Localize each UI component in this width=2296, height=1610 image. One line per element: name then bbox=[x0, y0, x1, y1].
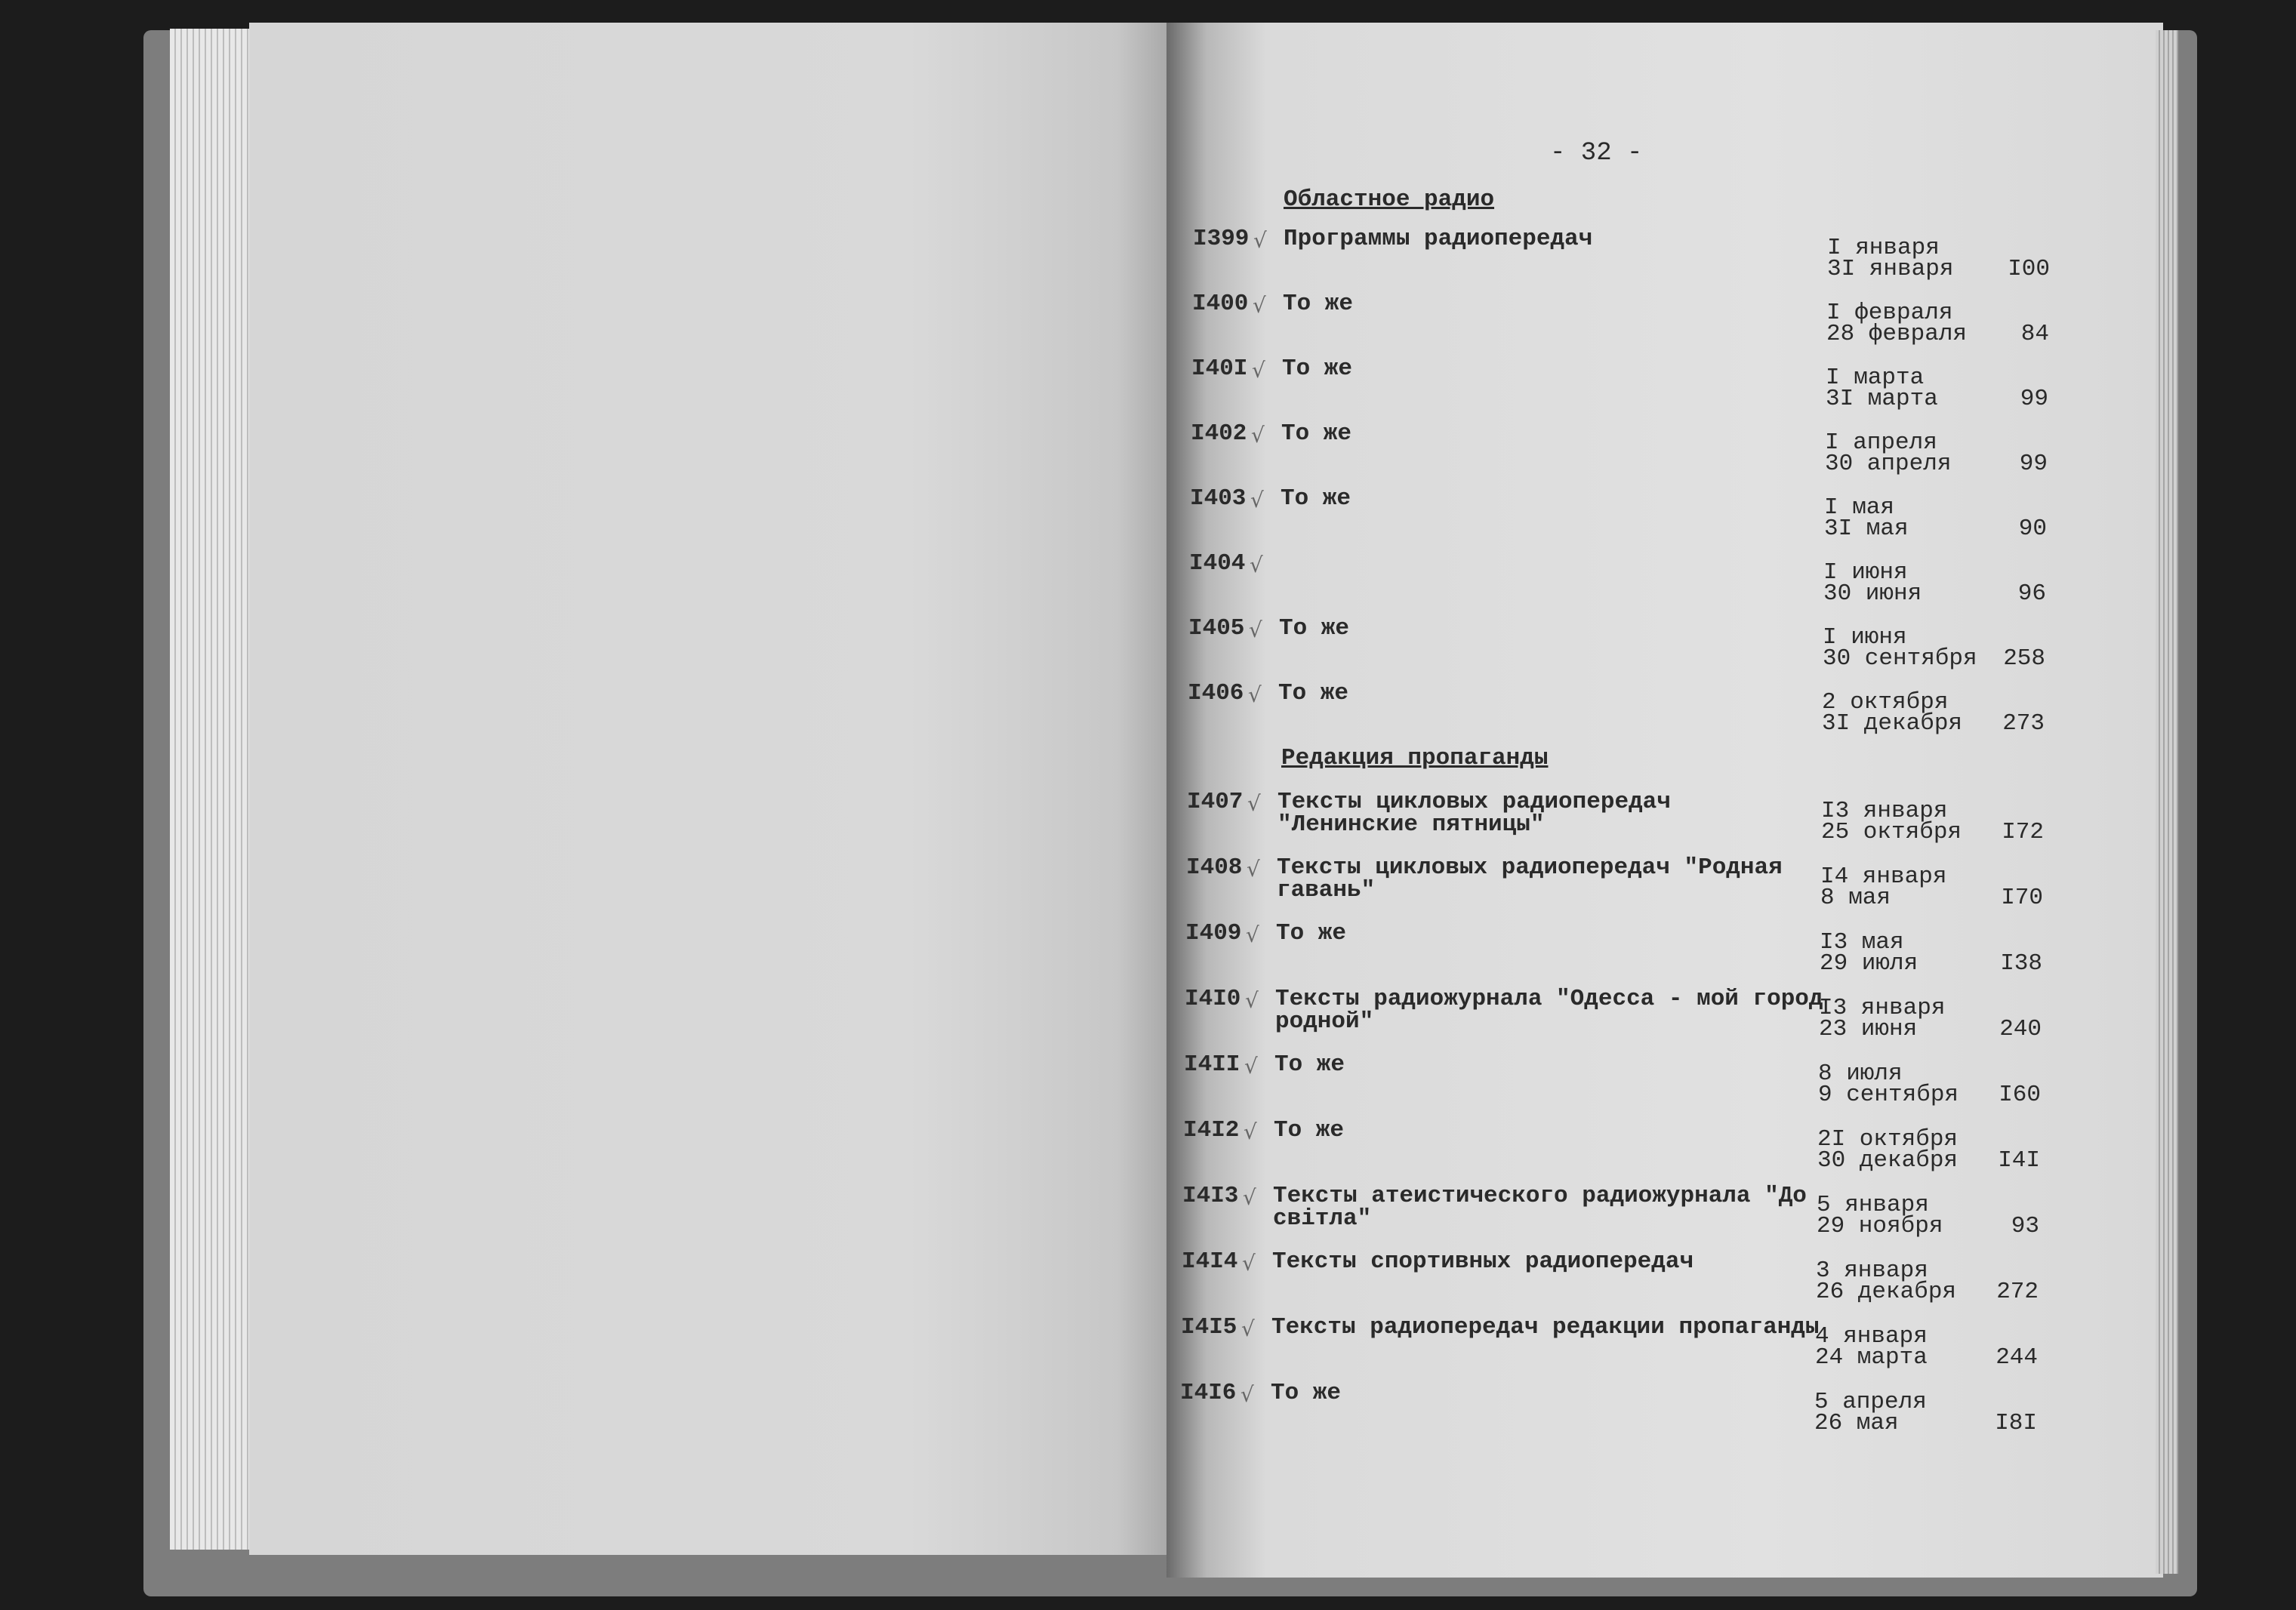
item-number: I408 bbox=[1186, 854, 1243, 881]
date-start: I мая bbox=[1824, 494, 1895, 521]
item-title: То же bbox=[1282, 356, 1353, 382]
date-start: I июня bbox=[1823, 624, 1907, 651]
page-count: 96 bbox=[2017, 580, 2046, 607]
item-title: То же bbox=[1278, 680, 1349, 706]
item-number: I4I2 bbox=[1183, 1117, 1240, 1144]
date-start: 4 января bbox=[1815, 1323, 1928, 1350]
item-number: I400 bbox=[1192, 291, 1249, 317]
date-start: I февраля bbox=[1826, 300, 1953, 326]
date-end: 25 октября bbox=[1821, 819, 1962, 845]
item-number: I405 bbox=[1188, 615, 1245, 642]
page-count: I60 bbox=[1999, 1082, 2041, 1108]
check-mark: √ bbox=[1241, 1316, 1255, 1341]
page-count: 258 bbox=[2003, 645, 2045, 672]
check-mark: √ bbox=[1252, 358, 1265, 383]
check-mark: √ bbox=[1247, 857, 1260, 882]
check-mark: √ bbox=[1244, 1119, 1257, 1144]
item-title: Тексты цикловых радиопередач "Ленинские пятницы" bbox=[1277, 789, 1671, 838]
item-number: I4I0 bbox=[1185, 986, 1241, 1012]
check-mark: √ bbox=[1247, 791, 1261, 816]
item-number: I4II bbox=[1184, 1051, 1240, 1078]
item-title: То же bbox=[1281, 485, 1351, 512]
item-number: I407 bbox=[1187, 789, 1244, 815]
page-count: 244 bbox=[1996, 1344, 2038, 1371]
item-title: Тексты спортивных радиопередач bbox=[1272, 1248, 1694, 1275]
item-number: I4I5 bbox=[1181, 1314, 1237, 1341]
item-title: То же bbox=[1279, 615, 1350, 642]
item-number: I40I bbox=[1191, 356, 1248, 382]
date-end: 3I марта bbox=[1826, 386, 1938, 412]
check-mark: √ bbox=[1250, 488, 1264, 513]
date-end: 29 июля bbox=[1820, 950, 1918, 977]
check-mark: √ bbox=[1242, 1251, 1256, 1276]
item-title: Программы радиопередач bbox=[1284, 226, 1593, 252]
page-count: 99 bbox=[2020, 386, 2048, 412]
date-start: 3 января bbox=[1816, 1258, 1928, 1284]
item-title: То же bbox=[1281, 420, 1352, 447]
date-start: 5 апреля bbox=[1814, 1389, 1927, 1415]
item-number: I402 bbox=[1191, 420, 1247, 447]
page-count: 93 bbox=[2011, 1213, 2039, 1239]
check-mark: √ bbox=[1253, 293, 1266, 318]
page-count: 90 bbox=[2018, 516, 2047, 542]
page-count: I00 bbox=[2008, 256, 2050, 282]
page-count: 273 bbox=[2002, 710, 2045, 737]
date-start: I3 января bbox=[1819, 995, 1946, 1021]
date-end: 30 сентября bbox=[1823, 645, 1977, 672]
item-number: I4I3 bbox=[1182, 1183, 1239, 1209]
check-mark: √ bbox=[1245, 988, 1259, 1013]
section-title: Областное радио bbox=[1284, 186, 1495, 213]
page-count: I38 bbox=[2000, 950, 2042, 977]
check-mark: √ bbox=[1250, 553, 1263, 577]
check-mark: √ bbox=[1253, 228, 1267, 253]
check-mark: √ bbox=[1240, 1382, 1254, 1407]
date-end: 23 июня bbox=[1819, 1016, 1918, 1042]
check-mark: √ bbox=[1249, 617, 1262, 642]
item-title: То же bbox=[1274, 1051, 1345, 1078]
item-title: То же bbox=[1283, 291, 1354, 317]
date-start: 8 июля bbox=[1818, 1061, 1903, 1087]
item-number: I406 bbox=[1188, 680, 1244, 706]
date-start: I июня bbox=[1823, 559, 1908, 586]
date-start: 2 октября bbox=[1822, 689, 1949, 716]
item-number: I4I4 bbox=[1182, 1248, 1238, 1275]
left-page-blank bbox=[249, 23, 1193, 1555]
item-number: I4I6 bbox=[1180, 1380, 1237, 1406]
item-title: Тексты цикловых радиопередач "Родная гавань" bbox=[1277, 854, 1783, 904]
date-end: 9 сентября bbox=[1818, 1082, 1959, 1108]
date-end: 3I января bbox=[1827, 256, 1954, 282]
page-count: 84 bbox=[2020, 321, 2049, 347]
date-start: I января bbox=[1827, 235, 1940, 261]
page-count: I4I bbox=[1998, 1147, 2040, 1174]
date-start: 2I октября bbox=[1817, 1126, 1959, 1153]
date-start: I марта bbox=[1826, 365, 1925, 391]
item-title: То же bbox=[1274, 1117, 1345, 1144]
item-number: I404 bbox=[1189, 550, 1246, 577]
page-count: 272 bbox=[1996, 1279, 2039, 1305]
page-count: I70 bbox=[2001, 885, 2043, 911]
date-end: 30 декабря bbox=[1817, 1147, 1959, 1174]
page-count: 240 bbox=[1999, 1016, 2042, 1042]
item-title: То же bbox=[1271, 1380, 1342, 1406]
date-end: 30 июня bbox=[1823, 580, 1922, 607]
date-end: 8 мая bbox=[1820, 885, 1891, 911]
date-start: I3 мая bbox=[1820, 929, 1904, 956]
section-title: Редакция пропаганды bbox=[1281, 745, 1549, 771]
date-end: 3I мая bbox=[1824, 516, 1909, 542]
item-number: I399 bbox=[1193, 226, 1250, 252]
right-page-edges bbox=[2156, 30, 2178, 1574]
date-end: 30 апреля bbox=[1825, 451, 1952, 477]
date-start: I4 января bbox=[1820, 863, 1947, 890]
date-end: 28 февраля bbox=[1826, 321, 1968, 347]
page-count: 99 bbox=[2019, 451, 2048, 477]
check-mark: √ bbox=[1248, 682, 1262, 707]
page-count: I72 bbox=[2002, 819, 2044, 845]
item-title: Тексты радиожурнала "Одесса - мой город родной" bbox=[1275, 986, 1823, 1035]
check-mark: √ bbox=[1246, 922, 1259, 947]
item-title: Тексты атеистического радиожурнала "До світла" bbox=[1273, 1183, 1807, 1232]
item-title: То же bbox=[1276, 920, 1347, 947]
page-count: I8I bbox=[1995, 1410, 2037, 1436]
date-end: 3I декабря bbox=[1822, 710, 1963, 737]
date-end: 26 мая bbox=[1814, 1410, 1899, 1436]
check-mark: √ bbox=[1244, 1054, 1258, 1079]
item-title: Тексты радиопередач редакции пропаганды bbox=[1271, 1314, 1820, 1341]
page-number: - 32 - bbox=[1550, 139, 1643, 168]
item-number: I403 bbox=[1190, 485, 1247, 512]
check-mark: √ bbox=[1243, 1185, 1256, 1210]
date-end: 26 декабря bbox=[1816, 1279, 1957, 1305]
date-start: I апреля bbox=[1825, 429, 1937, 456]
date-start: 5 января bbox=[1817, 1192, 1929, 1218]
date-end: 24 марта bbox=[1815, 1344, 1928, 1371]
check-mark: √ bbox=[1251, 423, 1265, 448]
date-end: 29 ноября bbox=[1817, 1213, 1943, 1239]
date-start: I3 января bbox=[1821, 798, 1948, 824]
item-number: I409 bbox=[1185, 920, 1242, 947]
